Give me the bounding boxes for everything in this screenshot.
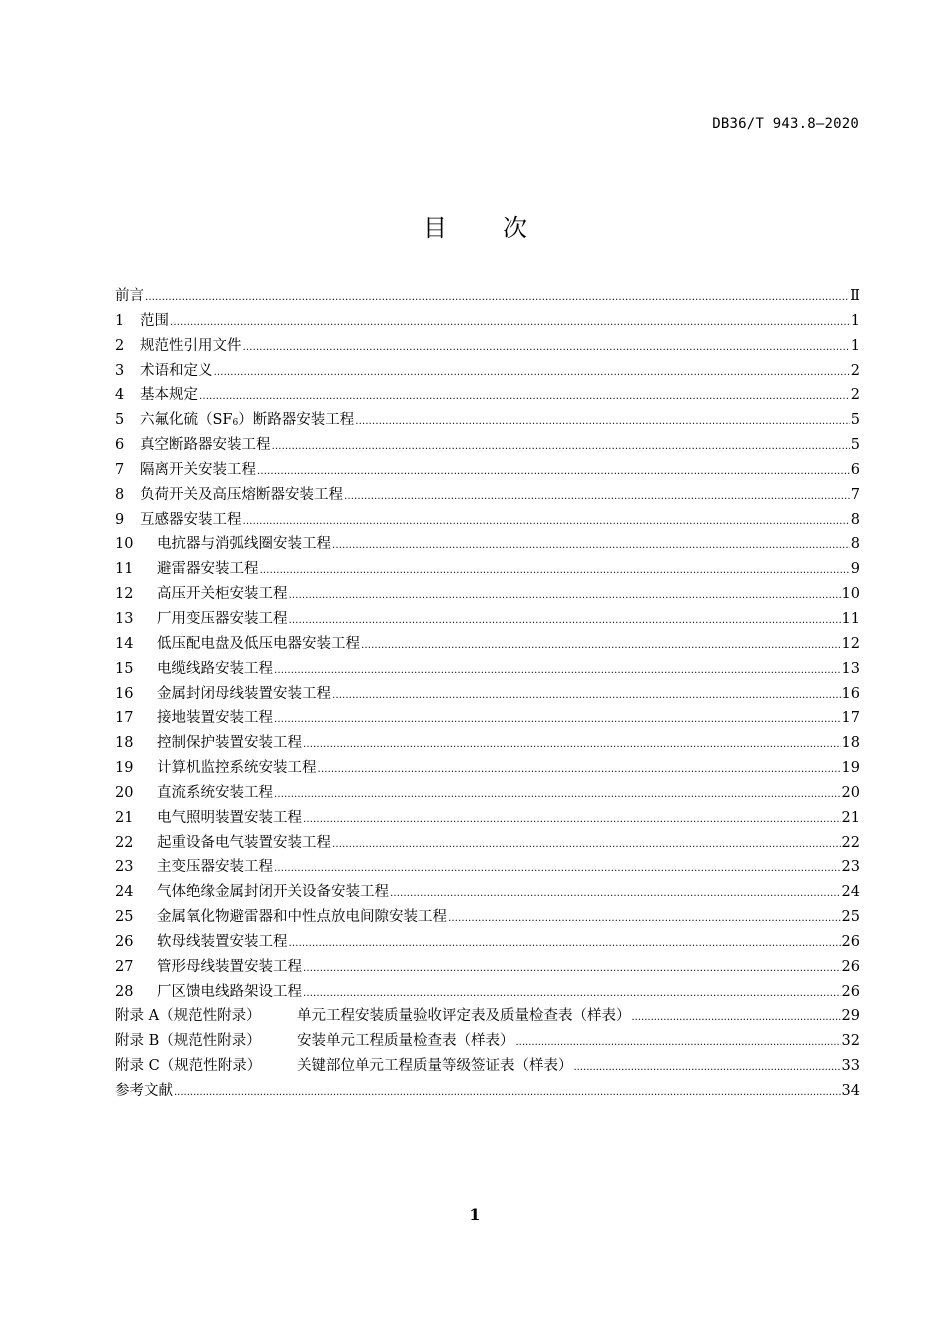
- toc-entry-number: 18: [115, 735, 134, 752]
- toc-entry-number: 23: [115, 859, 134, 876]
- toc-entry-number: 5: [115, 412, 125, 429]
- dot-leader: [274, 781, 841, 808]
- toc-entry-page: 7: [850, 486, 860, 503]
- toc-entry-title: 软母线装置安装工程: [157, 933, 288, 950]
- toc-entry-title: 隔离开关安装工程: [140, 461, 256, 478]
- toc-entry[interactable]: [115, 1029, 860, 1054]
- toc-entry-title: 前言: [115, 288, 144, 304]
- toc-entry-title: 安装单元工程质量检查表（样表）: [297, 1033, 515, 1050]
- toc-entry-number: 附录 A（规范性附录）: [115, 1008, 261, 1025]
- toc-entry[interactable]: [115, 831, 860, 856]
- dot-leader: [344, 483, 850, 510]
- toc-entry-title: 管形母线装置安装工程: [157, 958, 302, 975]
- toc-entry-title: 低压配电盘及低压电器安装工程: [157, 635, 360, 652]
- toc-entry-page: 20: [841, 784, 860, 801]
- dot-leader: [318, 756, 841, 783]
- toc-entry-title: 电缆线路安装工程: [157, 660, 273, 677]
- toc-entry-title: 接地装置安装工程: [157, 710, 273, 727]
- title-char-2: 次: [503, 214, 527, 242]
- toc-entry-page: 1: [850, 337, 860, 354]
- toc-entry-number: 附录 B（规范性附录）: [115, 1033, 261, 1050]
- toc-entry[interactable]: [115, 408, 860, 433]
- toc-entry[interactable]: [115, 557, 860, 582]
- dot-leader: [214, 359, 850, 386]
- dot-leader: [170, 309, 850, 336]
- toc-entry-page: 26: [841, 983, 860, 1000]
- toc-entry-number: 6: [115, 437, 125, 454]
- toc-entry[interactable]: [115, 955, 860, 980]
- toc-entry-title: 负荷开关及高压熔断器安装工程: [140, 486, 343, 503]
- toc-entry[interactable]: [115, 458, 860, 483]
- toc-entry-page: 5: [850, 412, 860, 429]
- toc-entry-title: 规范性引用文件: [140, 337, 242, 354]
- dot-leader: [303, 731, 841, 758]
- toc-entry-title: 范围: [140, 312, 169, 329]
- toc-entry-title: 金属封闭母线装置安装工程: [157, 685, 331, 702]
- dot-leader: [332, 831, 841, 858]
- dot-leader: [274, 855, 841, 882]
- toc-entry[interactable]: [115, 532, 860, 557]
- toc-entry-number: 7: [115, 461, 125, 478]
- toc-entry[interactable]: [115, 1004, 860, 1029]
- toc-entry-number: 28: [115, 983, 134, 1000]
- toc-entry-title: 六氟化硫$(SF_6)$断路器安装工程: [140, 412, 355, 429]
- toc-entry[interactable]: [115, 930, 860, 955]
- toc-entry-page: 13: [841, 660, 860, 677]
- toc-entry[interactable]: [115, 632, 860, 657]
- toc-entry-title: 电气照明装置安装工程: [157, 809, 302, 826]
- toc-entry-title: 计算机监控系统安装工程: [157, 760, 317, 777]
- toc-entry-number: 25: [115, 909, 134, 926]
- dot-leader: [289, 582, 841, 609]
- toc-entry[interactable]: [115, 682, 860, 707]
- toc-entry-title: 气体绝缘金属封闭开关设备安装工程: [157, 884, 389, 901]
- toc-entry-title: 直流系统安装工程: [157, 784, 273, 801]
- toc-entry-page: 33: [841, 1058, 860, 1075]
- toc-entry-page: 24: [841, 884, 860, 901]
- toc-entry-title: 基本规定: [140, 387, 198, 404]
- toc-entry-page: 21: [841, 809, 860, 826]
- toc-entry[interactable]: [115, 806, 860, 831]
- dot-leader: [260, 557, 850, 584]
- toc-entry-page: 29: [841, 1008, 860, 1025]
- toc-entry-page: 11: [841, 610, 860, 627]
- toc-entry-number: 2: [115, 337, 125, 354]
- toc-entry-page: 23: [841, 859, 860, 876]
- toc-entry[interactable]: [115, 731, 860, 756]
- page-number: 1: [469, 1205, 481, 1224]
- toc-entry-title: 关键部位单元工程质量等级签证表（样表）: [297, 1058, 573, 1075]
- toc-entry[interactable]: [115, 309, 860, 334]
- toc-entry-title: 控制保护装置安装工程: [157, 735, 302, 752]
- dot-leader: [243, 508, 850, 535]
- toc-entry-number: 11: [115, 561, 134, 578]
- toc-entry-number: 19: [115, 760, 134, 777]
- toc-entry-title: 术语和定义: [140, 362, 213, 379]
- toc-entry-title: 参考文献: [115, 1083, 173, 1099]
- toc-entry-page: 22: [841, 834, 860, 851]
- toc-entry-number: 12: [115, 586, 134, 603]
- toc-entry-page: 2: [850, 387, 860, 404]
- toc-entry-title: 主变压器安装工程: [157, 859, 273, 876]
- dot-leader: [289, 930, 841, 957]
- toc-entry-number: 1: [115, 312, 125, 329]
- toc-entry-page: 2: [850, 362, 860, 379]
- toc-entry-page: 1: [850, 312, 860, 329]
- toc-entry[interactable]: [115, 1079, 860, 1104]
- toc-entry-number: 27: [115, 958, 134, 975]
- toc-entry-page: 5: [850, 437, 860, 454]
- dot-leader: [289, 607, 841, 634]
- toc-entry-page: 18: [841, 735, 860, 752]
- toc-entry[interactable]: [115, 657, 860, 682]
- dot-leader: [303, 806, 841, 833]
- dot-leader: [332, 682, 841, 709]
- dot-leader: [574, 1054, 841, 1081]
- toc-entry[interactable]: [115, 433, 860, 458]
- toc-entry[interactable]: [115, 359, 860, 384]
- dot-leader: [632, 1004, 841, 1031]
- dot-leader: [243, 334, 850, 361]
- toc-entry-number: 17: [115, 710, 134, 727]
- toc-entry-title: 真空断路器安装工程: [140, 437, 271, 454]
- toc-entry-page: 10: [841, 586, 860, 603]
- toc-entry[interactable]: [115, 582, 860, 607]
- toc-entry-number: 10: [115, 536, 134, 553]
- toc-entry-page: 34: [841, 1083, 860, 1099]
- toc-entry-page: 8: [850, 511, 860, 528]
- toc-entry[interactable]: [115, 383, 860, 408]
- toc-entry[interactable]: [115, 508, 860, 533]
- dot-leader: [448, 905, 841, 932]
- dot-leader: [303, 955, 841, 982]
- toc-entry-title: 起重设备电气装置安装工程: [157, 834, 331, 851]
- toc-entry-number: 8: [115, 486, 125, 503]
- toc-entry-title: 避雷器安装工程: [157, 561, 259, 578]
- toc-entry-page: 26: [841, 933, 860, 950]
- toc-entry[interactable]: [115, 855, 860, 880]
- toc-entry[interactable]: [115, 756, 860, 781]
- dot-leader: [272, 433, 850, 460]
- dot-leader: [516, 1029, 841, 1056]
- dot-leader: [274, 706, 841, 733]
- toc-entry-number: 26: [115, 933, 134, 950]
- toc-entry-page: Ⅱ: [850, 288, 860, 304]
- toc-entry-number: 21: [115, 809, 134, 826]
- toc-entry-page: 26: [841, 958, 860, 975]
- toc-entry-number: 4: [115, 387, 125, 404]
- toc-entry-page: 8: [850, 536, 860, 553]
- toc-entry-number: 22: [115, 834, 134, 851]
- dot-leader: [174, 1079, 841, 1106]
- toc-entry-page: 17: [841, 710, 860, 727]
- toc-entry[interactable]: [115, 781, 860, 806]
- toc-entry-title: 厂用变压器安装工程: [157, 610, 288, 627]
- toc-entry-page: 16: [841, 685, 860, 702]
- toc-entry-number: 15: [115, 660, 134, 677]
- toc-entry[interactable]: [115, 980, 860, 1005]
- toc-entry-page: 25: [841, 909, 860, 926]
- dot-leader: [257, 458, 850, 485]
- toc-entry[interactable]: [115, 1054, 860, 1079]
- toc-entry[interactable]: [115, 284, 860, 309]
- toc-entry-number: 16: [115, 685, 134, 702]
- toc-entry[interactable]: [115, 880, 860, 905]
- title-char-1: 目: [423, 214, 447, 242]
- toc-entry-title: 高压开关柜安装工程: [157, 586, 288, 603]
- dot-leader: [303, 980, 841, 1007]
- dot-leader: [390, 880, 841, 907]
- toc-entry-number: 3: [115, 362, 125, 379]
- toc-entry-page: 9: [850, 561, 860, 578]
- toc-entry-number: 13: [115, 610, 134, 627]
- toc-entry-number: 附录 C（规范性附录）: [115, 1058, 262, 1075]
- page-title: [0, 208, 950, 243]
- toc-entry[interactable]: [115, 483, 860, 508]
- toc-entry-title: 单元工程安装质量验收评定表及质量检查表（样表）: [297, 1008, 631, 1025]
- toc-entry-number: 9: [115, 511, 125, 528]
- toc-entry-number: 14: [115, 635, 134, 652]
- toc-entry[interactable]: [115, 334, 860, 359]
- dot-leader: [145, 284, 849, 311]
- toc-entry-title: 电抗器与消弧线圈安装工程: [157, 536, 331, 553]
- toc-entry-number: 24: [115, 884, 134, 901]
- toc-entry-page: 32: [841, 1033, 860, 1050]
- document-code: DB36/T 943.8—2020: [712, 116, 859, 132]
- dot-leader: [355, 408, 850, 435]
- table-of-contents: [115, 284, 860, 1104]
- dot-leader: [332, 532, 850, 559]
- toc-entry[interactable]: [115, 905, 860, 930]
- toc-entry[interactable]: [115, 706, 860, 731]
- dot-leader: [361, 632, 841, 659]
- toc-entry-title: 厂区馈电线路架设工程: [157, 983, 302, 1000]
- toc-entry-page: 6: [850, 461, 860, 478]
- toc-entry[interactable]: [115, 607, 860, 632]
- toc-entry-title: 互感器安装工程: [140, 511, 242, 528]
- toc-entry-page: 19: [841, 760, 860, 777]
- toc-entry-title: 金属氧化物避雷器和中性点放电间隙安装工程: [157, 909, 447, 926]
- toc-entry-number: 20: [115, 784, 134, 801]
- dot-leader: [274, 657, 841, 684]
- dot-leader: [199, 383, 850, 410]
- toc-entry-page: 12: [841, 635, 860, 652]
